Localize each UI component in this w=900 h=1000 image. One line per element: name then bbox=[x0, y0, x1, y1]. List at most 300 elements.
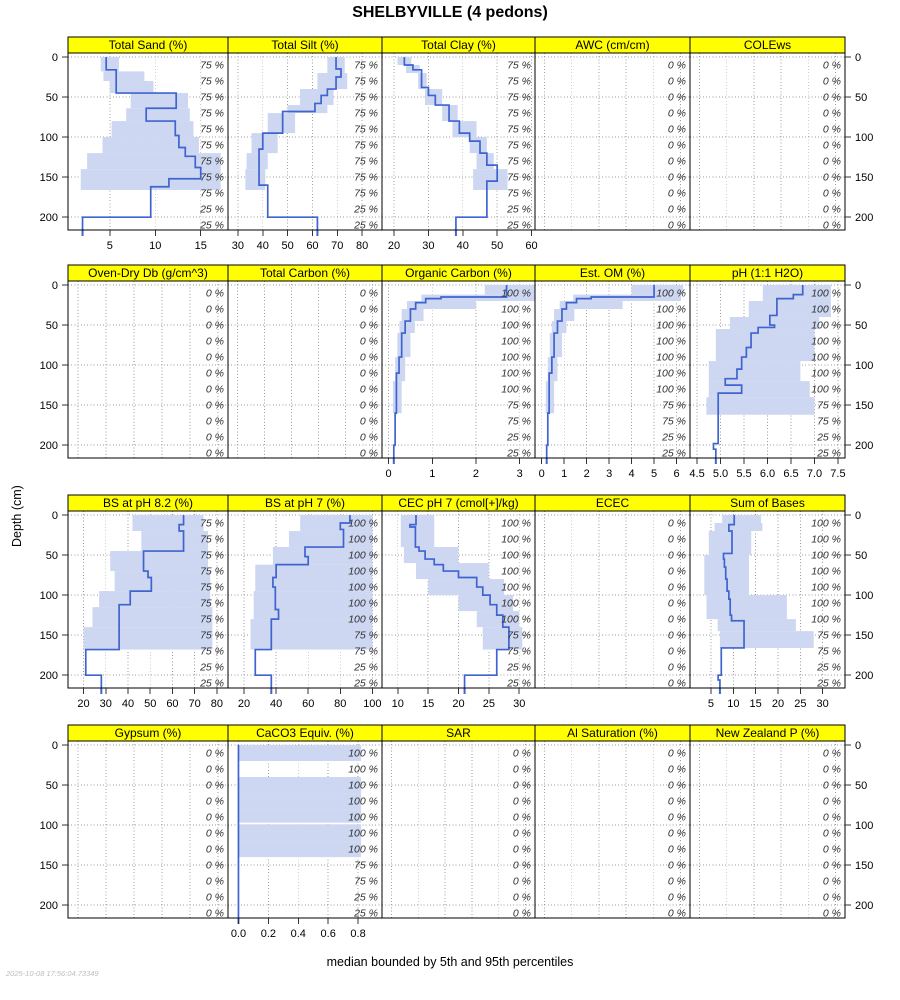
fraction-label: 0 % bbox=[822, 891, 841, 904]
fraction-label: 0 % bbox=[822, 75, 841, 88]
fraction-label: 0 % bbox=[359, 367, 378, 380]
fraction-label: 25 % bbox=[354, 203, 378, 216]
y-tick-label-right: 0 bbox=[855, 52, 862, 65]
fraction-annotations bbox=[811, 288, 841, 460]
fraction-label: 0 % bbox=[667, 219, 686, 232]
panel-ecec bbox=[535, 495, 690, 690]
x-tick-label: 1 bbox=[561, 468, 568, 480]
fraction-label: 0 % bbox=[667, 747, 686, 760]
fraction-label: 0 % bbox=[205, 859, 224, 872]
panel-new-zealand-p bbox=[690, 725, 845, 920]
fraction-label: 25 % bbox=[662, 447, 686, 460]
panel-oven-dry-db-g-cm-3 bbox=[68, 265, 228, 460]
panel-border bbox=[535, 741, 690, 918]
fraction-label: 100 % bbox=[656, 367, 686, 380]
strip-title: Est. OM (%) bbox=[579, 266, 646, 280]
fraction-label: 0 % bbox=[667, 549, 686, 562]
fraction-label: 100 % bbox=[811, 565, 841, 578]
y-tick-label-right: 50 bbox=[855, 780, 868, 793]
fraction-label: 75 % bbox=[507, 171, 531, 184]
fraction-label: 100 % bbox=[501, 367, 531, 380]
fraction-label: 0 % bbox=[822, 827, 841, 840]
fraction-label: 0 % bbox=[205, 763, 224, 776]
fraction-label: 0 % bbox=[667, 517, 686, 530]
gridlines bbox=[535, 511, 690, 688]
fraction-annotations bbox=[668, 60, 686, 232]
y-tick-label-right: 200 bbox=[855, 670, 874, 683]
fraction-label: 0 % bbox=[822, 779, 841, 792]
fraction-label: 0 % bbox=[667, 75, 686, 88]
y-tick-label-left: 150 bbox=[39, 630, 58, 643]
x-axis bbox=[107, 230, 207, 252]
fraction-annotations bbox=[206, 748, 224, 920]
fraction-label: 0 % bbox=[667, 155, 686, 168]
fraction-label: 100 % bbox=[348, 549, 378, 562]
panel-border bbox=[690, 53, 845, 230]
x-tick-label: 4 bbox=[628, 468, 635, 480]
fraction-label: 0 % bbox=[205, 367, 224, 380]
fraction-label: 75 % bbox=[354, 123, 378, 136]
fraction-label: 0 % bbox=[822, 907, 841, 920]
fraction-label: 0 % bbox=[359, 351, 378, 364]
fraction-label: 0 % bbox=[822, 859, 841, 872]
fraction-annotations bbox=[206, 288, 224, 460]
fraction-label: 100 % bbox=[811, 549, 841, 562]
fraction-label: 0 % bbox=[667, 795, 686, 808]
fraction-label: 0 % bbox=[822, 219, 841, 232]
fraction-label: 100 % bbox=[501, 383, 531, 396]
fraction-label: 0 % bbox=[667, 859, 686, 872]
fraction-label: 100 % bbox=[656, 383, 686, 396]
fraction-label: 0 % bbox=[822, 139, 841, 152]
fraction-label: 75 % bbox=[200, 187, 224, 200]
fraction-label: 25 % bbox=[354, 677, 378, 690]
fraction-label: 75 % bbox=[507, 155, 531, 168]
fraction-label: 0 % bbox=[822, 811, 841, 824]
x-tick-label: 80 bbox=[334, 698, 347, 710]
fraction-annotations bbox=[823, 60, 841, 232]
fraction-label: 75 % bbox=[817, 629, 841, 642]
y-tick-label-right: 200 bbox=[855, 900, 874, 913]
fraction-label: 75 % bbox=[507, 415, 531, 428]
x-axis bbox=[77, 688, 223, 710]
panel-total-clay bbox=[382, 37, 538, 252]
y-tick-label-left: 200 bbox=[39, 440, 58, 453]
x-tick-label: 0.6 bbox=[320, 928, 336, 940]
fraction-label: 75 % bbox=[354, 171, 378, 184]
fraction-label: 75 % bbox=[662, 415, 686, 428]
strip-title: CaCO3 Equiv. (%) bbox=[256, 726, 354, 740]
fraction-label: 100 % bbox=[348, 795, 378, 808]
fraction-label: 75 % bbox=[200, 107, 224, 120]
fraction-annotations bbox=[199, 60, 224, 232]
panel-sar bbox=[382, 725, 535, 920]
fraction-label: 25 % bbox=[817, 677, 841, 690]
x-tick-label: 30 bbox=[513, 698, 526, 710]
fraction-label: 0 % bbox=[512, 843, 531, 856]
percentile-band bbox=[397, 57, 507, 190]
fraction-label: 100 % bbox=[656, 335, 686, 348]
strip-title: CEC pH 7 (cmol[+]/kg) bbox=[398, 496, 519, 510]
fraction-annotations bbox=[348, 518, 378, 690]
gridlines bbox=[228, 281, 382, 458]
strip-title: New Zealand P (%) bbox=[715, 726, 820, 740]
fraction-label: 75 % bbox=[507, 91, 531, 104]
y-tick-label-left: 0 bbox=[51, 740, 58, 753]
fraction-label: 0 % bbox=[205, 431, 224, 444]
x-tick-label: 20 bbox=[387, 240, 401, 252]
fraction-label: 100 % bbox=[348, 597, 378, 610]
fraction-label: 0 % bbox=[359, 319, 378, 332]
x-tick-label: 10 bbox=[149, 240, 162, 252]
fraction-label: 0 % bbox=[667, 139, 686, 152]
gridlines bbox=[535, 741, 690, 918]
fraction-label: 0 % bbox=[667, 581, 686, 594]
fraction-label: 0 % bbox=[205, 827, 224, 840]
x-tick-label: 100 bbox=[363, 698, 382, 710]
percentile-band bbox=[245, 57, 347, 190]
fraction-annotations bbox=[360, 288, 378, 460]
y-tick-label-right: 0 bbox=[855, 510, 862, 523]
x-axis bbox=[689, 458, 845, 480]
y-tick-label-left: 150 bbox=[39, 172, 58, 185]
x-tick-label: 5 bbox=[707, 698, 715, 710]
panel-border bbox=[535, 511, 690, 688]
fraction-label: 100 % bbox=[656, 351, 686, 364]
strip-title: BS at pH 7 (%) bbox=[264, 496, 346, 510]
x-axis bbox=[232, 230, 368, 252]
fraction-label: 100 % bbox=[348, 747, 378, 760]
fraction-label: 75 % bbox=[200, 629, 224, 642]
x-tick-label: 5 bbox=[106, 240, 113, 252]
fraction-label: 0 % bbox=[667, 891, 686, 904]
x-axis bbox=[238, 688, 382, 710]
strip-title: AWC (cm/cm) bbox=[575, 38, 650, 52]
fraction-label: 0 % bbox=[667, 171, 686, 184]
fraction-annotations bbox=[506, 60, 531, 232]
x-tick-label: 15 bbox=[749, 698, 762, 710]
fraction-annotations bbox=[501, 288, 531, 460]
fraction-label: 0 % bbox=[205, 319, 224, 332]
fraction-label: 100 % bbox=[348, 843, 378, 856]
panel-al-saturation bbox=[535, 725, 690, 920]
y-tick-label-left: 200 bbox=[39, 900, 58, 913]
fraction-label: 0 % bbox=[512, 891, 531, 904]
y-tick-label-right: 150 bbox=[855, 860, 874, 873]
x-tick-label: 30 bbox=[99, 698, 112, 710]
x-tick-label: 7.5 bbox=[830, 468, 846, 480]
fraction-label: 75 % bbox=[200, 533, 224, 546]
x-tick-label: 70 bbox=[331, 240, 344, 252]
fraction-label: 100 % bbox=[348, 613, 378, 626]
fraction-label: 100 % bbox=[501, 581, 531, 594]
fraction-label: 0 % bbox=[512, 795, 531, 808]
strip-title: BS at pH 8.2 (%) bbox=[102, 496, 194, 510]
x-tick-label: 0.2 bbox=[260, 928, 277, 940]
fraction-label: 25 % bbox=[817, 661, 841, 674]
fraction-label: 100 % bbox=[811, 319, 841, 332]
gridlines bbox=[535, 53, 690, 230]
fraction-label: 25 % bbox=[354, 661, 378, 674]
x-tick-label: 25 bbox=[482, 698, 495, 710]
fraction-label: 100 % bbox=[811, 303, 841, 316]
fraction-label: 0 % bbox=[512, 779, 531, 792]
fraction-label: 100 % bbox=[811, 597, 841, 610]
fraction-label: 0 % bbox=[205, 843, 224, 856]
gridlines bbox=[68, 281, 228, 458]
fraction-label: 75 % bbox=[662, 399, 686, 412]
panel-border bbox=[68, 281, 228, 458]
x-tick-label: 30 bbox=[422, 240, 435, 252]
panel-border bbox=[68, 741, 228, 918]
fraction-label: 0 % bbox=[205, 415, 224, 428]
fraction-label: 0 % bbox=[667, 613, 686, 626]
fraction-label: 100 % bbox=[656, 287, 686, 300]
fraction-label: 0 % bbox=[667, 843, 686, 856]
fraction-label: 75 % bbox=[200, 59, 224, 72]
strip-title: COLEws bbox=[743, 38, 792, 52]
fraction-label: 0 % bbox=[667, 779, 686, 792]
x-axis bbox=[231, 918, 366, 940]
fraction-label: 100 % bbox=[811, 581, 841, 594]
x-tick-label: 2 bbox=[583, 468, 590, 480]
x-axis bbox=[539, 458, 680, 480]
fraction-label: 75 % bbox=[200, 91, 224, 104]
x-tick-label: 15 bbox=[422, 698, 435, 710]
x-tick-label: 60 bbox=[306, 240, 319, 252]
y-tick-label-right: 50 bbox=[855, 320, 868, 333]
panel-bs-at-ph-7 bbox=[228, 495, 382, 710]
fraction-label: 0 % bbox=[822, 107, 841, 120]
fraction-label: 75 % bbox=[200, 597, 224, 610]
strip-title: Organic Carbon (%) bbox=[405, 266, 512, 280]
fraction-label: 25 % bbox=[354, 219, 378, 232]
y-tick-label-right: 100 bbox=[855, 820, 874, 833]
fraction-label: 100 % bbox=[811, 613, 841, 626]
fraction-label: 100 % bbox=[501, 565, 531, 578]
fraction-label: 100 % bbox=[348, 517, 378, 530]
panel-sum-of-bases bbox=[690, 495, 845, 710]
fraction-label: 0 % bbox=[822, 843, 841, 856]
fraction-label: 25 % bbox=[200, 219, 224, 232]
x-tick-label: 25 bbox=[794, 698, 807, 710]
y-tick-label-right: 150 bbox=[855, 172, 874, 185]
fraction-annotations bbox=[353, 60, 378, 232]
strip-title: ECEC bbox=[595, 496, 630, 510]
x-tick-label: 60 bbox=[166, 698, 179, 710]
fraction-label: 0 % bbox=[822, 59, 841, 72]
x-tick-label: 3 bbox=[516, 468, 523, 480]
fraction-label: 100 % bbox=[348, 763, 378, 776]
fraction-label: 0 % bbox=[359, 447, 378, 460]
fraction-label: 0 % bbox=[205, 891, 224, 904]
x-tick-label: 6 bbox=[673, 468, 680, 480]
fraction-label: 0 % bbox=[667, 597, 686, 610]
fraction-label: 0 % bbox=[359, 287, 378, 300]
y-tick-label-right: 100 bbox=[855, 590, 874, 603]
fraction-label: 0 % bbox=[667, 875, 686, 888]
x-axis bbox=[388, 230, 538, 252]
fraction-label: 75 % bbox=[354, 91, 378, 104]
fraction-label: 25 % bbox=[507, 219, 531, 232]
y-tick-label-right: 100 bbox=[855, 360, 874, 373]
fraction-label: 75 % bbox=[200, 517, 224, 530]
fraction-label: 100 % bbox=[811, 287, 841, 300]
fraction-label: 0 % bbox=[512, 811, 531, 824]
x-tick-label: 4.5 bbox=[689, 468, 705, 480]
y-tick-label-left: 150 bbox=[39, 860, 58, 873]
fraction-label: 0 % bbox=[667, 907, 686, 920]
fraction-label: 0 % bbox=[359, 303, 378, 316]
fraction-label: 25 % bbox=[354, 891, 378, 904]
fraction-label: 75 % bbox=[200, 613, 224, 626]
x-tick-label: 50 bbox=[144, 698, 157, 710]
fraction-label: 25 % bbox=[507, 661, 531, 674]
panel-cec-ph-7-cmol-kg bbox=[382, 495, 535, 710]
fraction-label: 75 % bbox=[200, 645, 224, 658]
x-tick-label: 70 bbox=[188, 698, 201, 710]
fraction-label: 100 % bbox=[501, 319, 531, 332]
fraction-label: 75 % bbox=[200, 139, 224, 152]
strip-title: SAR bbox=[446, 726, 471, 740]
fraction-label: 0 % bbox=[822, 203, 841, 216]
y-tick-label-right: 0 bbox=[855, 280, 862, 293]
fraction-label: 0 % bbox=[667, 811, 686, 824]
fraction-label: 100 % bbox=[501, 287, 531, 300]
strip-title: Sum of Bases bbox=[730, 496, 805, 510]
fraction-label: 25 % bbox=[507, 203, 531, 216]
fraction-label: 75 % bbox=[507, 399, 531, 412]
fraction-label: 75 % bbox=[507, 75, 531, 88]
fraction-label: 75 % bbox=[354, 629, 378, 642]
fraction-label: 25 % bbox=[200, 677, 224, 690]
x-tick-label: 80 bbox=[210, 698, 224, 710]
fraction-annotations bbox=[348, 748, 378, 920]
y-tick-label-left: 200 bbox=[39, 212, 58, 225]
fraction-label: 0 % bbox=[667, 203, 686, 216]
fraction-annotations bbox=[513, 748, 531, 920]
fraction-label: 100 % bbox=[501, 613, 531, 626]
fraction-label: 0 % bbox=[205, 351, 224, 364]
fraction-label: 75 % bbox=[507, 187, 531, 200]
fraction-label: 75 % bbox=[354, 139, 378, 152]
y-tick-label-left: 0 bbox=[51, 510, 58, 523]
fraction-label: 0 % bbox=[667, 661, 686, 674]
fraction-label: 0 % bbox=[512, 859, 531, 872]
fraction-label: 0 % bbox=[205, 383, 224, 396]
fraction-label: 0 % bbox=[359, 383, 378, 396]
x-tick-label: 30 bbox=[231, 240, 245, 252]
fraction-annotations bbox=[811, 518, 841, 690]
strip-title: Total Sand (%) bbox=[108, 38, 188, 52]
fraction-label: 75 % bbox=[200, 581, 224, 594]
fraction-label: 0 % bbox=[205, 795, 224, 808]
fraction-label: 0 % bbox=[822, 187, 841, 200]
fraction-label: 0 % bbox=[512, 763, 531, 776]
fraction-annotations bbox=[199, 518, 224, 690]
y-tick-label-left: 50 bbox=[45, 550, 58, 563]
fraction-label: 75 % bbox=[354, 875, 378, 888]
x-tick-label: 20 bbox=[771, 698, 785, 710]
fraction-label: 100 % bbox=[501, 303, 531, 316]
gridlines bbox=[68, 741, 228, 918]
x-tick-label: 7.0 bbox=[806, 468, 823, 480]
panel-border bbox=[535, 53, 690, 230]
panel-total-sand bbox=[68, 37, 228, 252]
x-tick-label: 80 bbox=[356, 240, 369, 252]
fraction-label: 0 % bbox=[822, 91, 841, 104]
y-tick-label-right: 50 bbox=[855, 550, 868, 563]
fraction-label: 100 % bbox=[811, 335, 841, 348]
fraction-label: 0 % bbox=[667, 645, 686, 658]
fraction-label: 0 % bbox=[667, 565, 686, 578]
fraction-label: 0 % bbox=[667, 677, 686, 690]
fraction-label: 0 % bbox=[205, 303, 224, 316]
gridlines bbox=[690, 741, 845, 918]
fraction-label: 0 % bbox=[512, 875, 531, 888]
x-tick-label: 20 bbox=[77, 698, 90, 710]
panel-bs-at-ph-8-2 bbox=[68, 495, 228, 710]
fraction-label: 25 % bbox=[507, 447, 531, 460]
x-axis bbox=[392, 688, 526, 710]
fraction-label: 75 % bbox=[817, 645, 841, 658]
strip-title: Oven-Dry Db (g/cm^3) bbox=[88, 266, 208, 280]
x-tick-label: 40 bbox=[256, 240, 269, 252]
percentile-band bbox=[84, 515, 213, 650]
fraction-label: 100 % bbox=[811, 533, 841, 546]
page-title: SHELBYVILLE (4 pedons) bbox=[352, 4, 548, 21]
fraction-label: 75 % bbox=[507, 645, 531, 658]
fraction-label: 75 % bbox=[354, 859, 378, 872]
fraction-label: 0 % bbox=[205, 399, 224, 412]
panel-est-om bbox=[535, 265, 690, 480]
panel-gypsum bbox=[68, 725, 228, 920]
fraction-label: 0 % bbox=[359, 335, 378, 348]
fraction-label: 100 % bbox=[811, 383, 841, 396]
fraction-label: 75 % bbox=[354, 155, 378, 168]
fraction-label: 75 % bbox=[200, 549, 224, 562]
fraction-label: 0 % bbox=[205, 779, 224, 792]
fraction-label: 100 % bbox=[656, 319, 686, 332]
fraction-label: 0 % bbox=[512, 747, 531, 760]
fraction-annotations bbox=[501, 518, 531, 690]
x-tick-label: 60 bbox=[302, 698, 315, 710]
fraction-label: 0 % bbox=[359, 431, 378, 444]
fraction-label: 75 % bbox=[507, 123, 531, 136]
panel-border bbox=[690, 741, 845, 918]
fraction-label: 0 % bbox=[667, 533, 686, 546]
fraction-label: 75 % bbox=[507, 59, 531, 72]
median-line bbox=[394, 285, 507, 460]
x-axis bbox=[385, 458, 522, 480]
fraction-label: 75 % bbox=[354, 645, 378, 658]
gridlines bbox=[690, 53, 845, 230]
y-tick-label-right: 150 bbox=[855, 630, 874, 643]
x-tick-label: 30 bbox=[816, 698, 829, 710]
fraction-label: 0 % bbox=[667, 827, 686, 840]
x-tick-label: 50 bbox=[281, 240, 294, 252]
x-tick-label: 10 bbox=[727, 698, 740, 710]
x-tick-label: 40 bbox=[270, 698, 283, 710]
fraction-label: 75 % bbox=[354, 187, 378, 200]
fraction-label: 100 % bbox=[811, 517, 841, 530]
fraction-label: 100 % bbox=[348, 533, 378, 546]
fraction-label: 75 % bbox=[507, 629, 531, 642]
fraction-label: 75 % bbox=[507, 107, 531, 120]
fraction-label: 75 % bbox=[354, 75, 378, 88]
y-tick-label-left: 100 bbox=[39, 360, 58, 373]
fraction-label: 0 % bbox=[205, 335, 224, 348]
